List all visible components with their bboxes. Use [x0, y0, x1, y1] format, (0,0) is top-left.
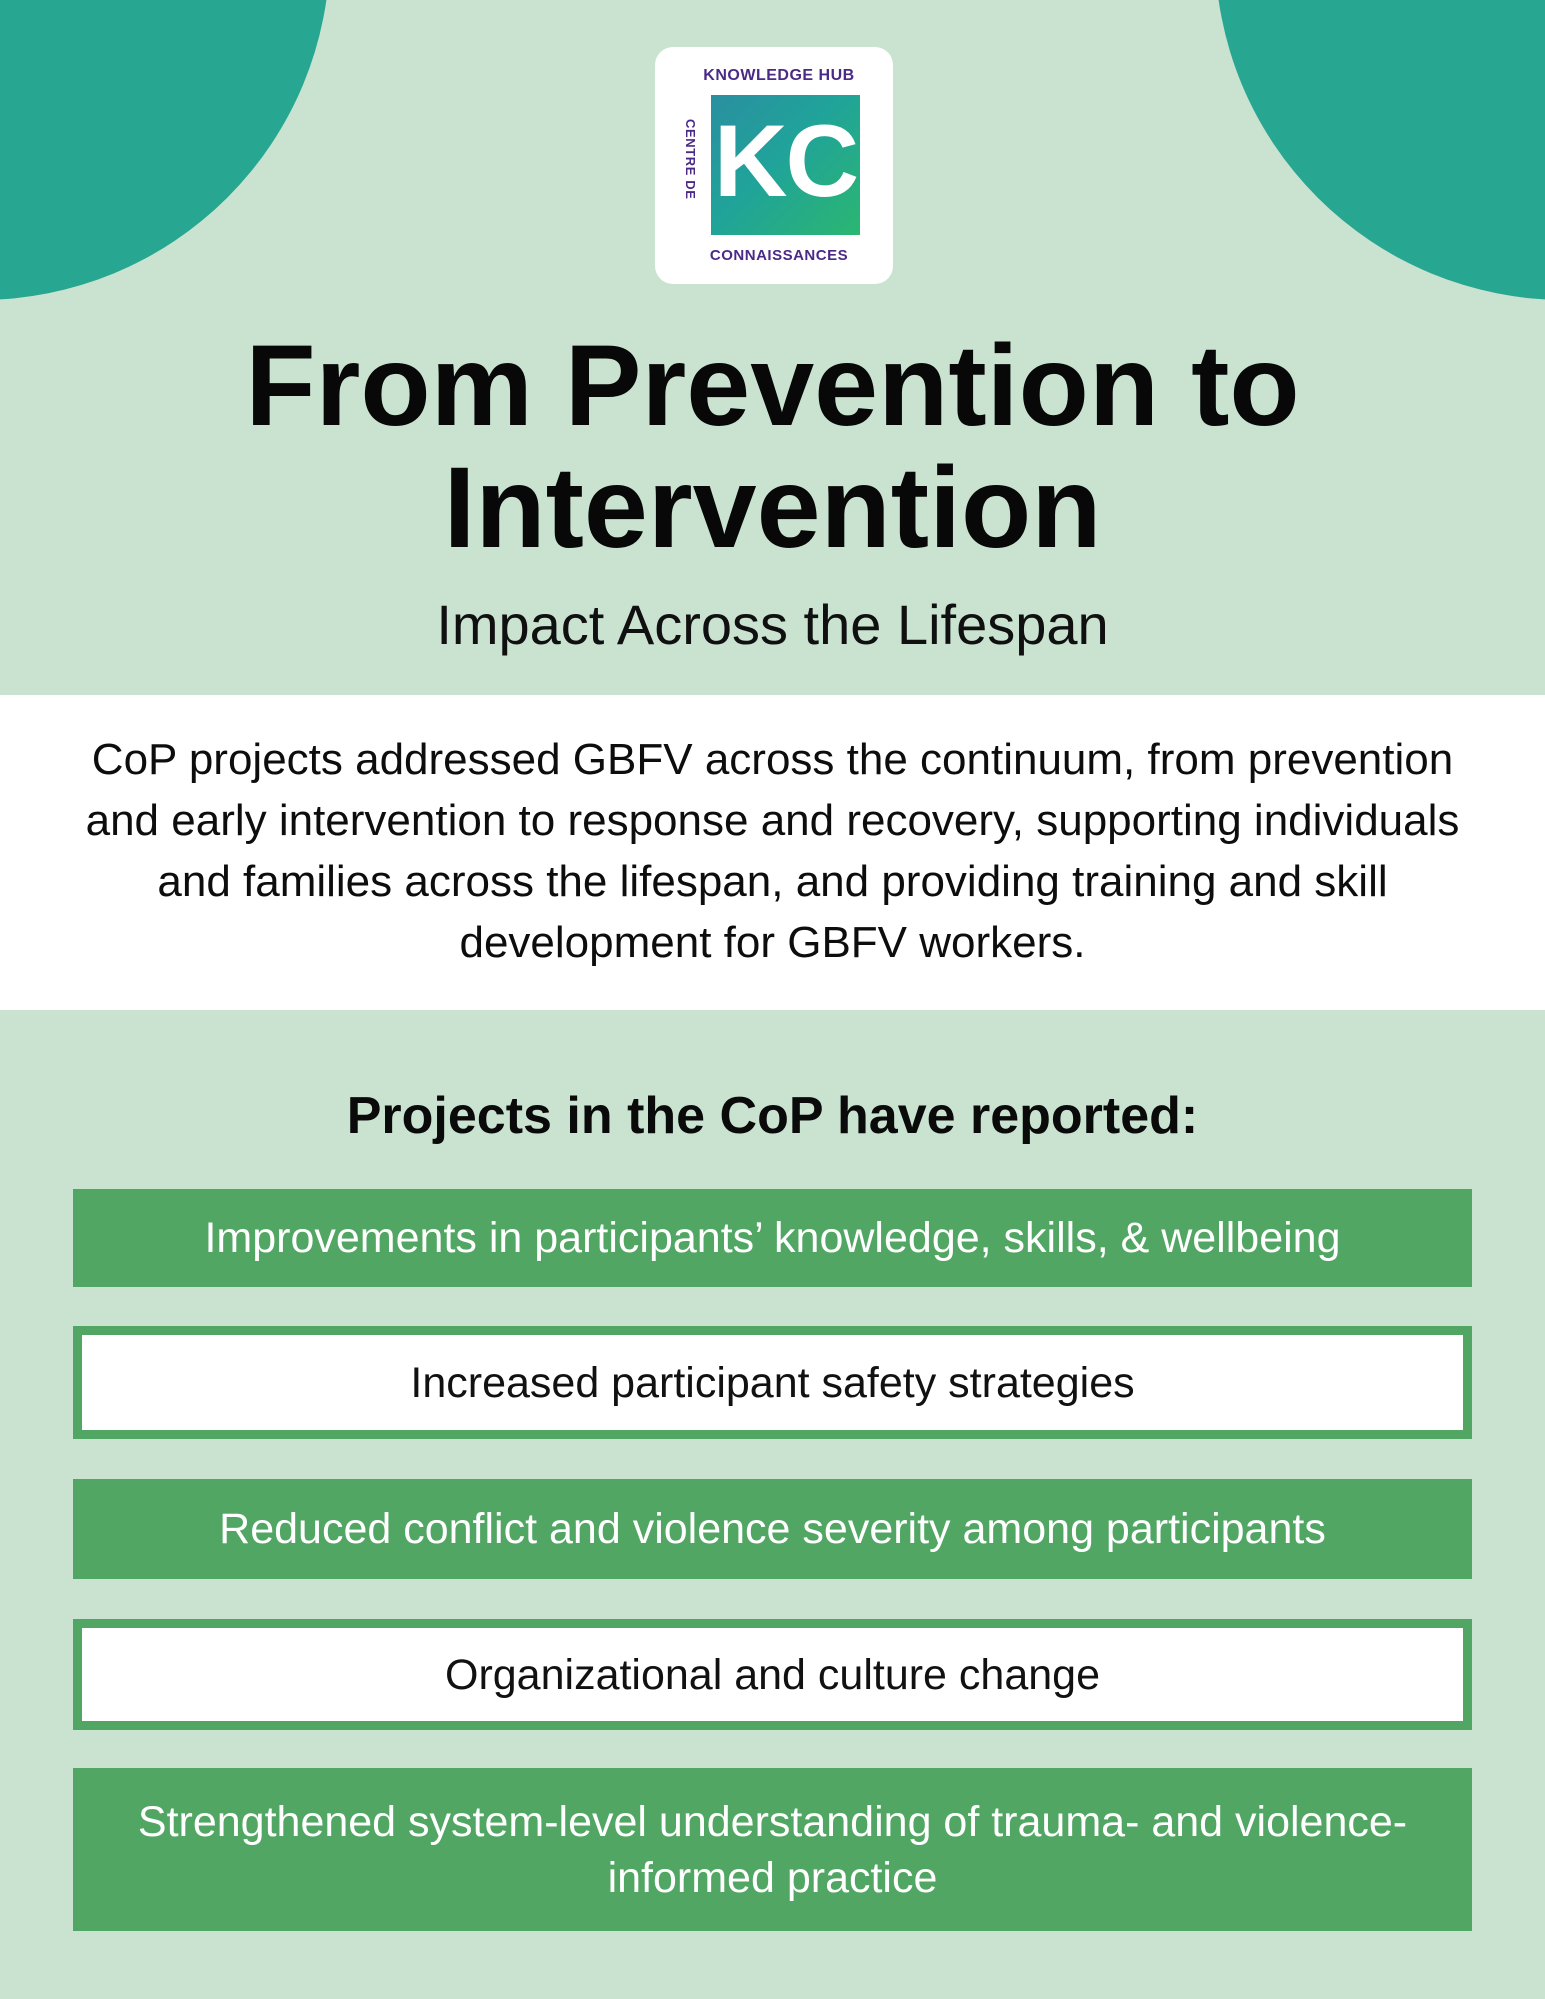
- finding-knowledge-skills: Improvements in participants’ knowledge, skills, & wellbeing: [73, 1189, 1472, 1287]
- decorative-corner-left: [0, 0, 330, 300]
- logo-bottom-text: CONNAISSANCES: [709, 247, 849, 264]
- findings-heading: Projects in the CoP have reported:: [346, 1087, 1199, 1145]
- finding-safety-strategies: Increased participant safety strategies: [73, 1326, 1472, 1439]
- intro-text: CoP projects addressed GBFV across the continuum, from prevention and early intervention to response and recovery, supporting individuals and families across the lifespan, and providing training and skill development for GBFV workers.: [85, 735, 1460, 967]
- finding-culture-change: Organizational and culture change: [73, 1619, 1472, 1730]
- knowledge-hub-logo: [655, 47, 893, 284]
- logo-side-text: CENTRE DE: [683, 119, 698, 200]
- page-subtitle: Impact Across the Lifespan: [436, 593, 1109, 656]
- logo-mark: KC: [713, 104, 858, 218]
- page-title: From Prevention to Intervention: [245, 322, 1300, 572]
- decorative-corner-right: [1215, 0, 1545, 300]
- logo-top-text: KNOWLEDGE HUB: [703, 67, 855, 84]
- finding-system-understanding: Strengthened system-level understanding of trauma- and violence-informed practice: [73, 1768, 1472, 1931]
- finding-reduced-conflict: Reduced conflict and violence severity among participants: [73, 1479, 1472, 1579]
- intro-panel: [0, 695, 1545, 1010]
- logo-mark-box: [711, 95, 860, 235]
